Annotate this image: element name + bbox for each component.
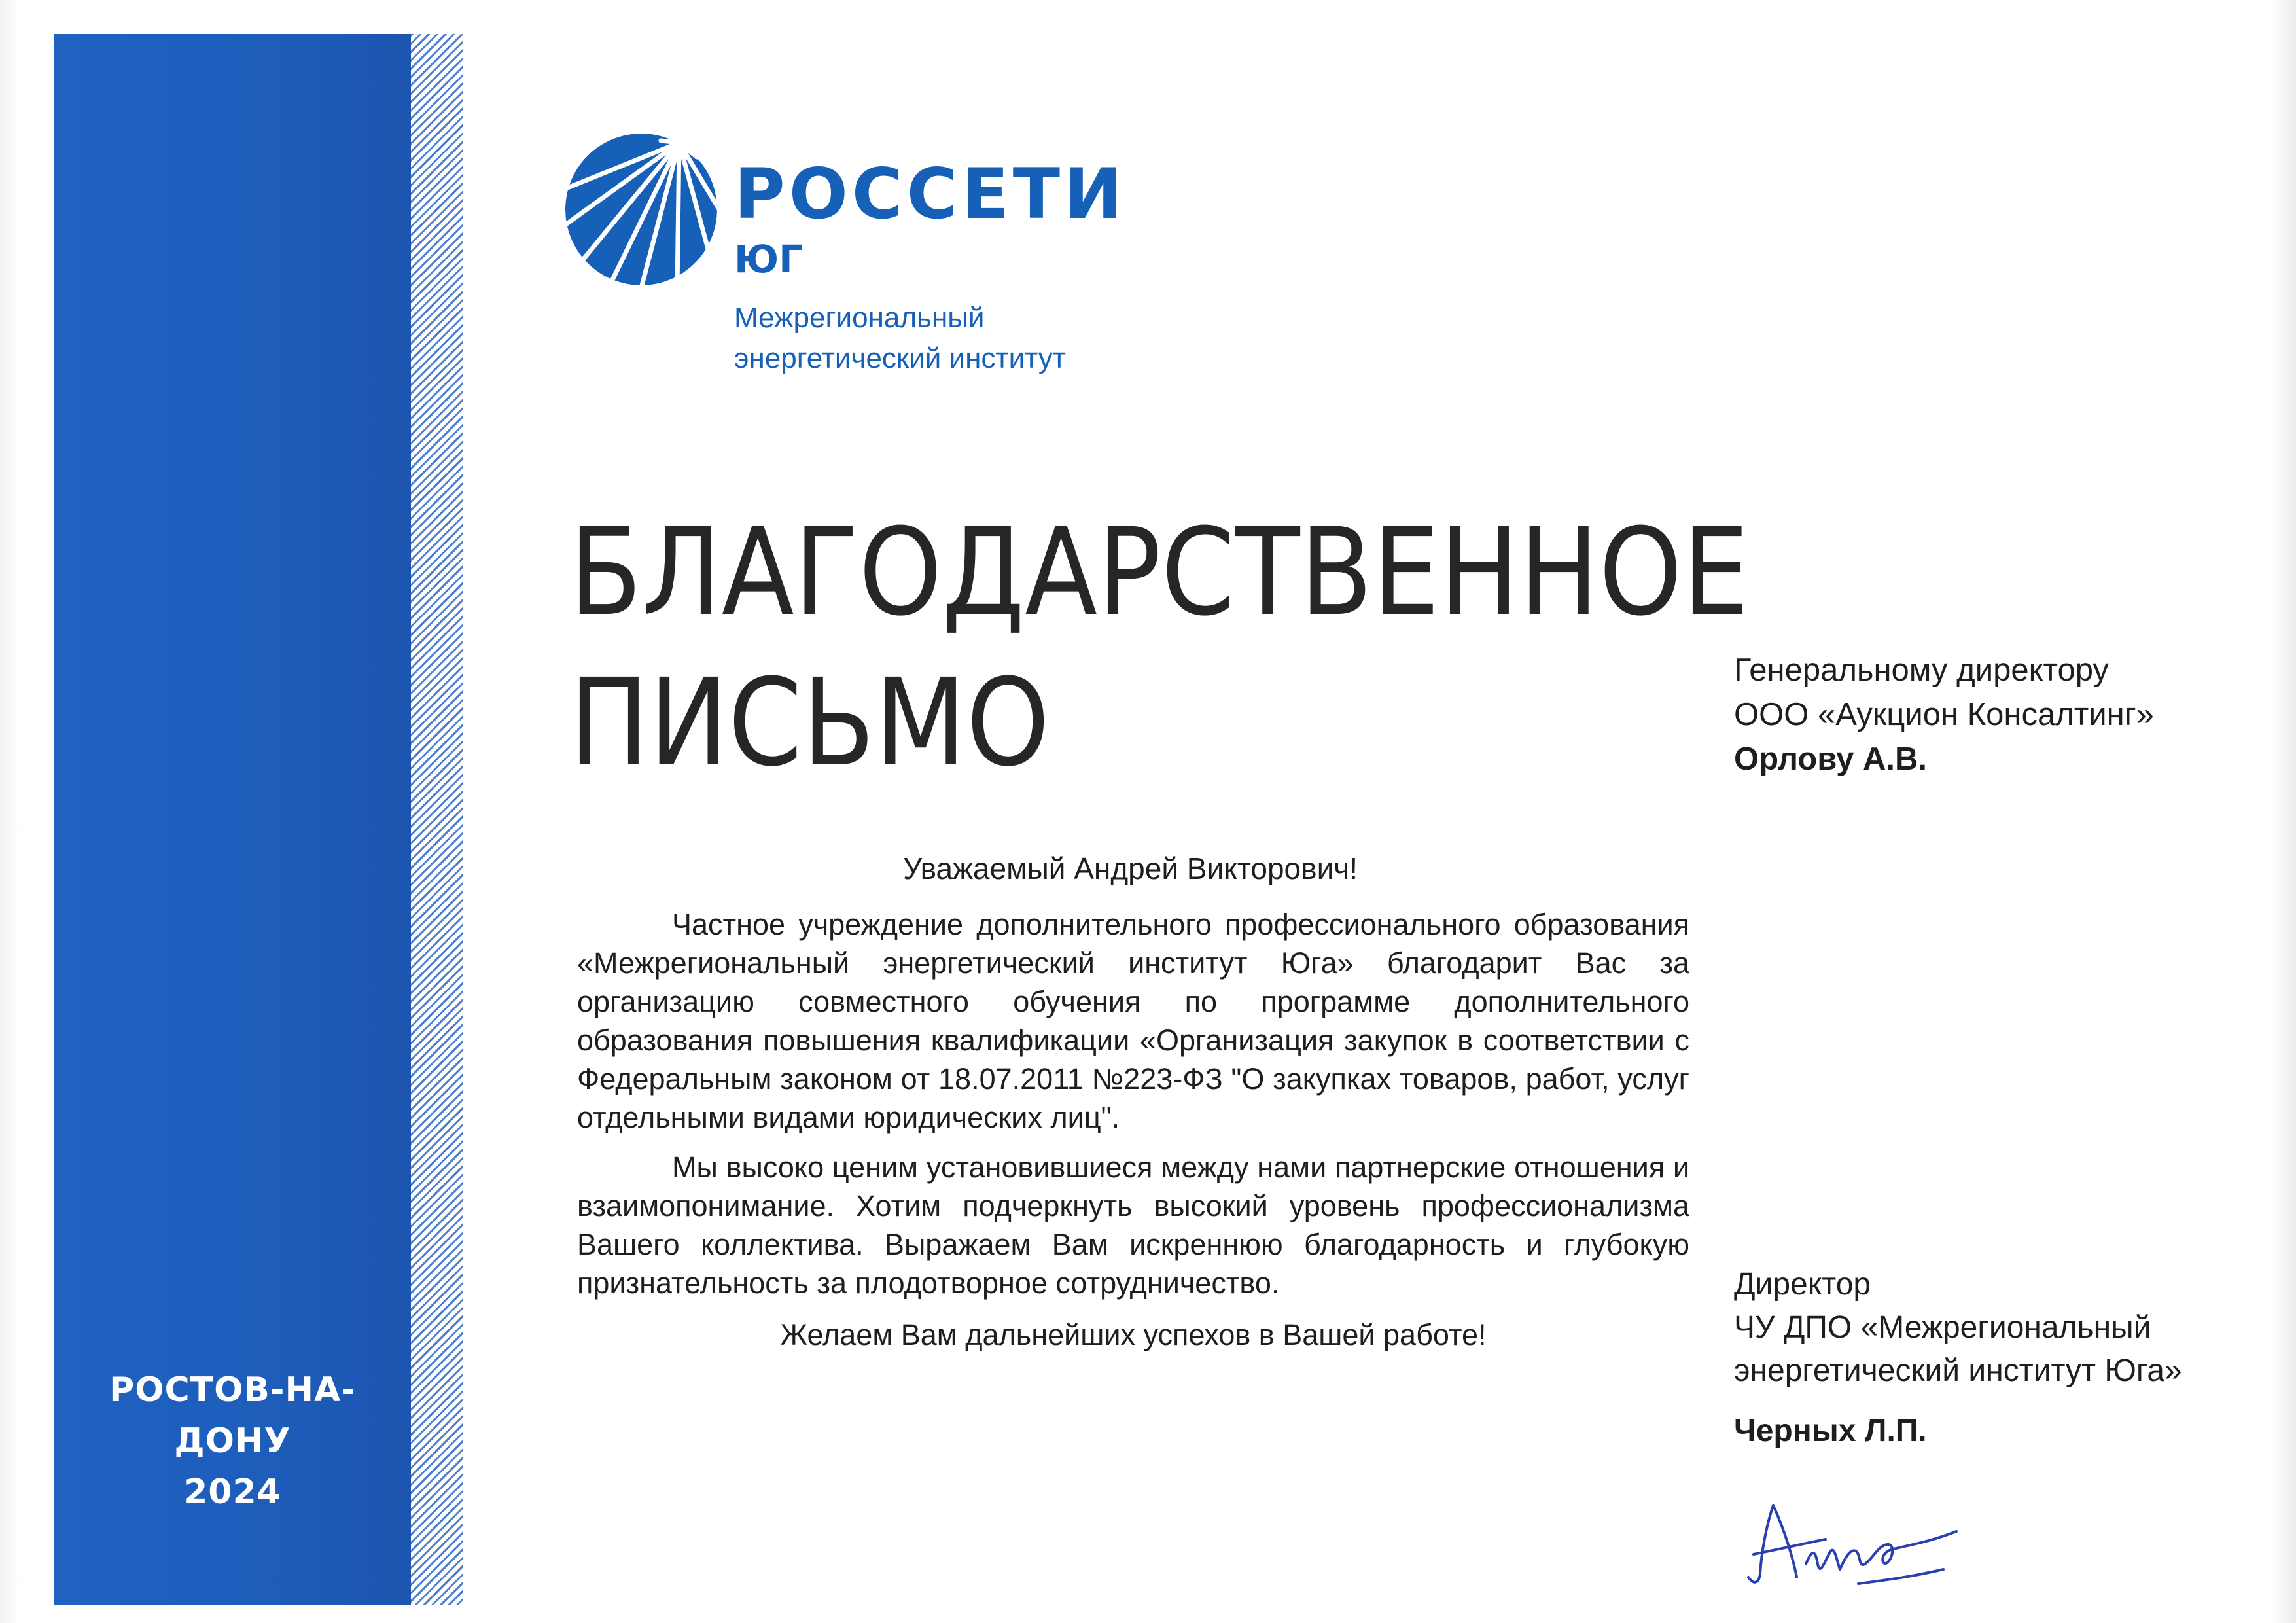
addressee-name: Орлову А.В. <box>1734 741 1928 777</box>
institute-line1: Межрегиональный <box>734 302 985 334</box>
institute-line2: энергетический институт <box>734 342 1066 374</box>
paragraph-1: Частное учреждение дополнительного профессионального образования «Межрегиональный энергетический институт Юга» благодарит Вас за организацию совместного обучения по программе дополнительного образования повышения квалификации «Организация закупок в соответствии с Федеральным законом от 18.07.2011 №223-ФЗ "О закупках товаров, работ, услуг отдельными видами юридических лиц". <box>577 908 1689 1134</box>
paragraph-2: Мы высоко ценим установившиеся между нами партнерские отношения и взаимопонимание. Хотим подчеркнуть высокий уровень профессионализма Вашего коллектива. Выражаем Вам искреннюю благодарность и глубокую признательность за плодотворное сотрудничество. <box>577 1150 1689 1300</box>
city-year-block <box>54 1364 411 1518</box>
addressee-company: ООО «Аукцион Консалтинг» <box>1734 697 2154 732</box>
handwritten-signature-icon <box>1734 1486 1969 1597</box>
addressee-position: Генеральному директору <box>1734 652 2109 688</box>
year-label: 2024 <box>184 1472 281 1512</box>
signer-org-line1: ЧУ ДПО «Межрегиональный <box>1734 1310 2151 1345</box>
rosseti-emblem-icon <box>563 131 720 288</box>
brand-sub: ЮГ <box>734 237 804 281</box>
brand-name: РОССЕТИ <box>734 154 1126 234</box>
title-line2: ПИСЬМО <box>569 653 1050 793</box>
signer-block <box>1734 1263 2182 1453</box>
title-line1: БЛАГОДАРСТВЕННОЕ <box>569 503 1750 643</box>
closing-wish: Желаем Вам дальнейших успехов в Вашей работе! <box>780 1318 1487 1351</box>
hatched-stripe <box>411 34 463 1605</box>
institute-name <box>734 298 1066 379</box>
page-title <box>569 497 1749 798</box>
signer-position: Директор <box>1734 1267 1871 1302</box>
letter-body <box>577 905 1689 1365</box>
signer-name: Черных Л.П. <box>1734 1414 1927 1448</box>
addressee-block <box>1734 648 2154 781</box>
greeting: Уважаемый Андрей Викторович! <box>903 851 1358 885</box>
city-label: РОСТОВ-НА-ДОНУ <box>109 1370 356 1461</box>
signer-org-line2: энергетический институт Юга» <box>1734 1353 2182 1388</box>
